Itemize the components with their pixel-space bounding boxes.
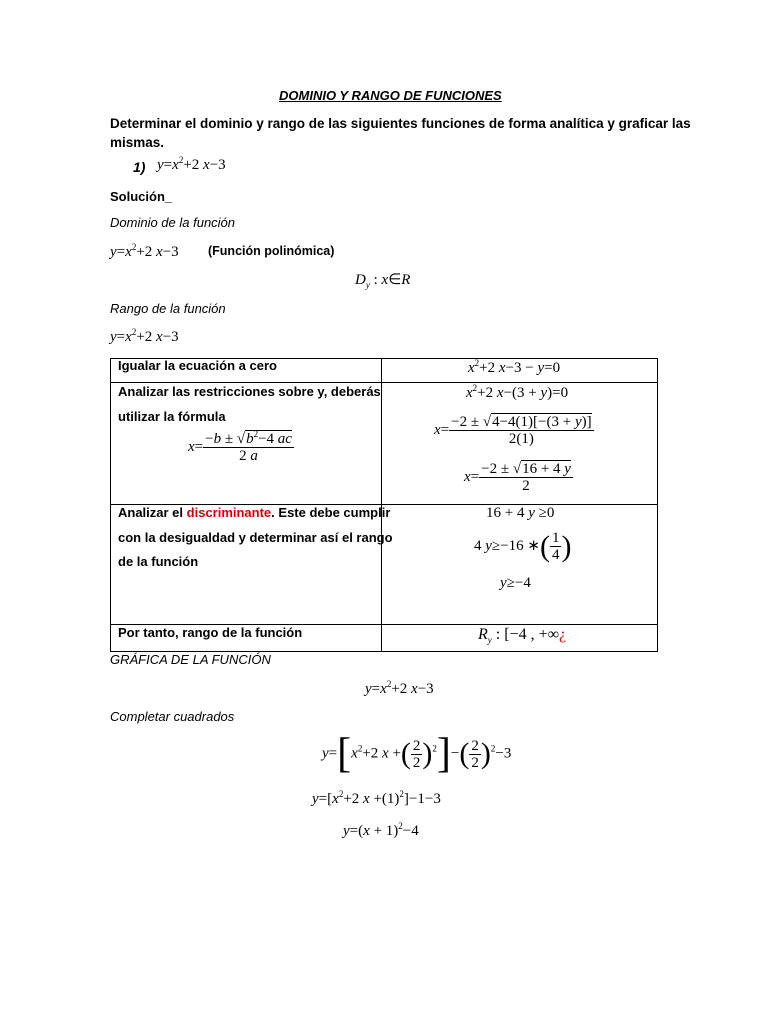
row2-left-line2: utilizar la fórmula [118, 409, 226, 424]
table-border-right [657, 358, 658, 652]
range-heading: Rango de la función [110, 301, 226, 316]
row3-prefix: Analizar el [118, 505, 187, 520]
range-result: $R_y$ : [−4 , +∞¿ [478, 626, 567, 645]
complete-squares-step3: $y=(x + 1)^2-4$ [343, 821, 419, 839]
domain-heading: Dominio de la función [110, 215, 236, 230]
row2-right-eq2: x= $\frac{-2 \pm √4-4(1)[-(3 + y)]}{2(1)}$ [434, 414, 592, 447]
row3-suffix: . Este debe cumplir [271, 505, 391, 520]
row2-right-eq3: x= $\frac{-2 \pm √16 + 4 y}{2}$ [464, 461, 571, 494]
domain-result: $D_y$ : x∈R [355, 272, 411, 290]
intro-line-2: mismas. [110, 135, 165, 150]
solution-label: Solución_ [110, 189, 173, 204]
quadratic-formula: x= $\frac{-b \pm √b^2-4 ac}{2 a}$ [188, 429, 292, 464]
intro-line-1: Determinar el dominio y rango de las siguientes funciones de forma analítica y graficar las [110, 116, 691, 131]
row3-right-ineq1: 16 + 4 y ≥0 [486, 505, 555, 521]
graph-heading: GRÁFICA DE LA FUNCIÓN [110, 652, 271, 667]
row3-left-line3: de la función [118, 554, 199, 569]
row3-right-ineq2: 4 y≥−16 ∗( $\frac{1}{4}$ ) [474, 529, 572, 563]
domain-equation: $y=x^2+2$ x−3 [110, 242, 179, 260]
row2-left-line1: Analizar las restricciones sobre y, deberás [118, 384, 381, 399]
row3-left-line2: con la desigualdad y determinar así el rango [118, 530, 393, 545]
page-title: DOMINIO Y RANGO DE FUNCIONES [279, 88, 502, 103]
discriminant-highlight: discriminante [186, 505, 272, 520]
problem-equation: $y=x^2+2$ x−3 [157, 155, 226, 173]
row4-left-text: Por tanto, rango de la función [118, 625, 303, 640]
row2-right-eq1: $x^2+2$ x−(3 + y)=0 [466, 383, 569, 401]
table-border-left [110, 358, 111, 652]
row3-left-line1 [118, 501, 390, 525]
domain-note: (Función polinómica) [208, 244, 335, 258]
analysis-table [110, 358, 658, 652]
row1-left-text: Igualar la ecuación a cero [118, 358, 277, 373]
complete-squares-step2: $y=[x^2+2$ $x +(1)^2]-1-3$ [312, 789, 441, 807]
row1-right-equation: $x^2+2$ x−3 − y=0 [468, 358, 561, 376]
range-equation: $y=x^2+2$ x−3 [110, 327, 179, 345]
graph-equation: $y=x^2+2$ x−3 [365, 679, 434, 697]
row3-right-ineq3: y≥−4 [500, 575, 531, 591]
complete-squares-step1: $y=[x^2+2$ x +( $\frac{2}{2}$ )$^2$]−( $\frac{2}{2}$ )$^2$−3 [322, 731, 512, 777]
problem-number: 1) [133, 159, 146, 175]
complete-squares-heading: Completar cuadrados [110, 709, 235, 724]
